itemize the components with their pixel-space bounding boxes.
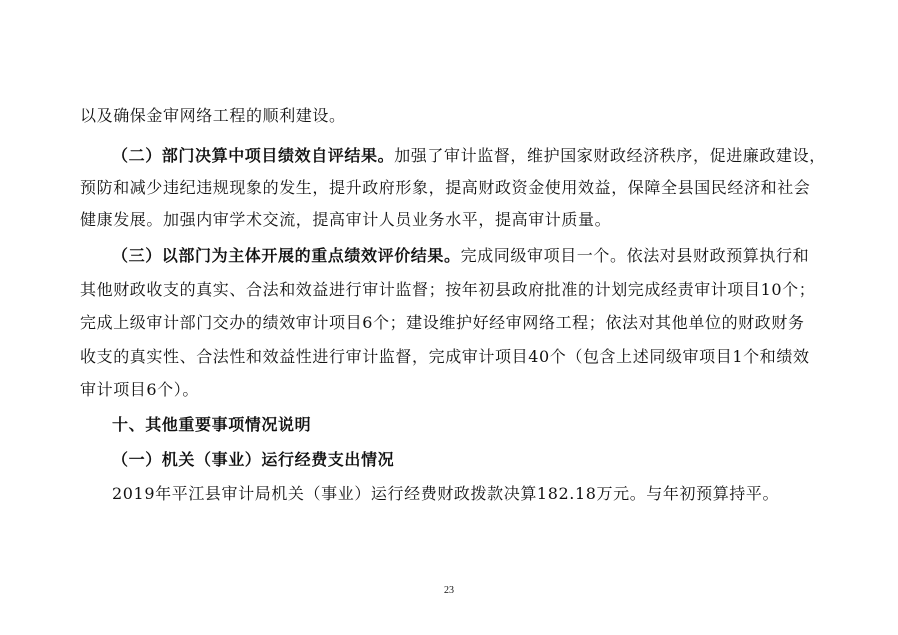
page-number: 23: [444, 585, 454, 596]
section-ten-heading: 十、其他重要事项情况说明: [112, 415, 312, 434]
section-two-line: [112, 146, 826, 166]
paragraph-line: 2019年平江县审计局机关（事业）运行经费财政拨款决算182.18万元。与年初预算持平。: [112, 484, 780, 503]
section-two-text: 加强了审计监督，维护国家财政经济秩序，促进廉政建设，: [394, 146, 826, 165]
section-three-heading: （三）以部门为主体开展的重点绩效评价结果。: [112, 246, 461, 265]
paragraph-line: 审计项目6个）。: [80, 380, 199, 399]
paragraph-line: 其他财政收支的真实、合法和效益进行审计监督；按年初县政府批准的计划完成经责审计项目10个；: [80, 280, 816, 299]
paragraph-line: 预防和减少违纪违规现象的发生，提升政府形象，提高财政资金使用效益，保障全县国民经济和社会: [80, 178, 811, 197]
section-three-line: [112, 246, 809, 266]
paragraph-line: 以及确保金审网络工程的顺利建设。: [80, 106, 346, 125]
paragraph-line: 健康发展。加强内审学术交流，提高审计人员业务水平，提高审计质量。: [80, 210, 612, 229]
paragraph-line: 完成上级审计部门交办的绩效审计项目6个；建设维护好经审网络工程；依法对其他单位的财政财务: [80, 313, 805, 332]
paragraph-line: 收支的真实性、合法性和效益性进行审计监督，完成审计项目40个（包含上述同级审项目1个和绩效: [80, 347, 810, 366]
section-two-heading: （二）部门决算中项目绩效自评结果。: [112, 146, 395, 165]
subsection-one-heading: （一）机关（事业）运行经费支出情况: [112, 450, 395, 469]
section-three-text: 完成同级审项目一个。依法对县财政预算执行和: [460, 246, 810, 265]
